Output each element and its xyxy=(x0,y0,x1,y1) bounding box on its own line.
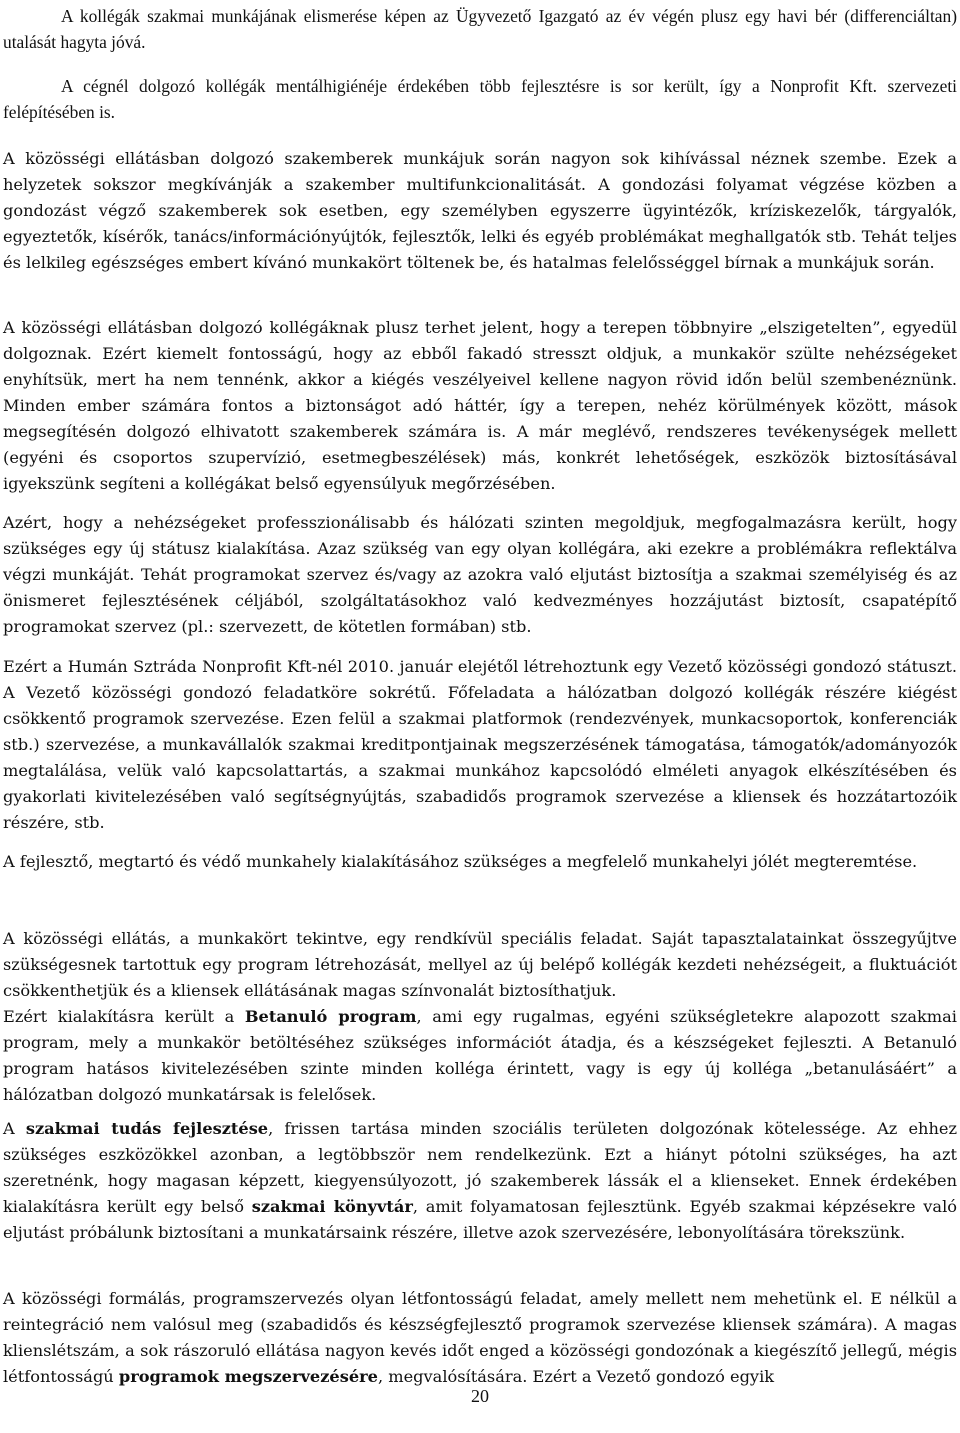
bold-term: szakmai tudás fejlesztése xyxy=(25,1119,269,1138)
paragraph-isolation xyxy=(3,315,957,497)
paragraph-special-task xyxy=(3,926,957,1004)
paragraph-new-status xyxy=(3,510,957,640)
paragraph-text: A kollégák szakmai munkájának elismerése képen az Ügyvezető Igazgató az év végén plusz egy havi bér (differenciáltan) utalását hagyta jóvá. xyxy=(3,6,957,52)
paragraph-text: A közösségi ellátásban dolgozó kollégáknak plusz terhet jelent, hogy a terepen többnyire „elszigetelten”, egyedül dolgoznak. Ezért kiemelt fontosságú, hogy az ebből fakadó stresszt oldjuk, a munkakör szülte nehézségeket enyhítsük, mert ha nem tennénk, akkor a kiégés veszélyeivel kellene nagyon rövid időn belül szembenéznünk. Minden ember számára fontos a biztonságot adó háttér, így a terepen, nehéz körülmények között, mások megsegítésén dolgozó elhivatott szakemberek számára is. A már meglévő, rendszeres tevékenységek mellett (egyéni és csoportos szupervízió, esetmegbeszélések) más, konkrét lehetőségek, eszközök biztosításával igyekszünk segíteni a kollégákat belső egyensúlyuk megőrzésében. xyxy=(3,318,957,493)
paragraph-lead-caregiver xyxy=(3,654,957,836)
paragraph-text: A közösségi ellátásban dolgozó szakemberek munkájuk során nagyon sok kihívással néznek szembe. Ezek a helyzetek sokszor megkívánják a szakember multifunkcionalitását. A gondozási folyamat végzése közben a gondozást végző szakemberek sok esetben, egy személyben egyszerre ügyintézők, kríziskezelők, tárgyalók, egyeztetők, kísérők, tanács/információnyújtók, fejlesztők, lelki és egyéb problémákat meghallgatók stb. Tehát teljes és lelkileg egészséges embert kívánó munkakört töltenek be, és hatalmas felelősséggel bírnak a munkájuk során. xyxy=(3,149,957,272)
paragraph-text: , megvalósítására. Ezért a Vezető gondozó egyik xyxy=(377,1367,775,1386)
paragraph-text: Ezért a Humán Sztráda Nonprofit Kft-nél 2010. január elejétől létrehoztunk egy Vezető közösségi gondozó státuszt. A Vezető közösségi gondozó feladatköre sokrétű. Főfeladata a hálózatban dolgozó kollégák részére kiégést csökkentő programok szervezése. Ezen felül a szakmai platformok (rendezvények, munkacsoportok, konferenciák stb.) szervezése, a munkavállalók szakmai kreditpontjainak megszerzésének támogatása, támogatók/adományozók megtalálása, velük való kapcsolattartás, a szakmai munkához kapcsolódó elméleti anyagok elkészítésében és gyakorlati kivitelezésében való segítségnyújtás, szabadidős programok szervezése a kliensek és hozzátartozóik részére, stb. xyxy=(3,657,957,832)
page-number: 20 xyxy=(471,1386,489,1406)
paragraph-text: Azért, hogy a nehézségeket professzionálisabb és hálózati szinten megoldjuk, megfogalmazásra került, hogy szükséges egy új státusz kialakítása. Azaz szükség van egy olyan kollégára, aki ezekre a problémákra reflektálva végzi munkáját. Tehát programokat szervez és/vagy az azokra való eljutást biztosítja a szakmai személyiség és az önismeret fejlesztésének céljából, szolgáltatásokhoz való kedvezményes hozzájutást biztosít, csapatépítő programokat szervez (pl.: szervezett, de kötetlen formában) stb. xyxy=(3,513,957,636)
paragraph-text: A cégnél dolgozó kollégák mentálhigiénéje érdekében több fejlesztésre is sor került, így a Nonprofit Kft. szervezeti felépítésében is. xyxy=(3,76,957,122)
paragraph-challenges xyxy=(3,146,957,276)
paragraph-text: , amit folyamatosan fejlesztünk. Egyéb szakmai képzésekre való eljutást próbálunk biztosítani a munkatársaink részére, illetve azok szervezésére, lebonyolítására törekszünk. xyxy=(3,1197,957,1242)
paragraph-training-program xyxy=(3,1004,957,1108)
paragraph-bonus xyxy=(3,3,957,55)
paragraph-community-programs xyxy=(3,1286,957,1390)
paragraph-text: Ezért kialakításra került a xyxy=(3,1007,245,1026)
paragraph-workplace-wellbeing xyxy=(3,849,957,875)
paragraph-text: A közösségi formálás, programszervezés olyan létfontosságú feladat, amely mellett nem mehetünk el. E nélkül a reintegráció nem valósul meg (szabadidős és készségfejlesztő programok szervezése kliensek számára). A magas klienslétszám, a sok rászoruló ellátása nagyon kevés időt enged a közösségi gondozónak a kiegészítő jellegű, mégis létfontosságú xyxy=(3,1289,957,1386)
paragraph-text: , frissen tartása minden szociális területen dolgozónak kötelessége. Az ehhez szükséges eszközökkel azonban, a legtöbbször nem rendelkezünk. Ezt a hiányt pótolni szükséges, ha azt szeretnénk, hogy magasan képzett, kiegyensúlyozott, jó szakemberek lássák el a klienseket. Ennek érdekében kialakításra került egy belső xyxy=(3,1119,957,1216)
paragraph-professional-knowledge xyxy=(3,1116,957,1246)
bold-term: programok megszervezésére xyxy=(118,1367,378,1386)
paragraph-mental-hygiene xyxy=(3,73,957,125)
bold-term: Betanuló program xyxy=(244,1007,417,1026)
paragraph-text: A xyxy=(3,1119,26,1138)
paragraph-text: , ami egy rugalmas, egyéni szükségletekre alapozott szakmai program, mely a munkakör betöltéséhez szükséges információt átadja, és a készségeket fejleszti. A Betanuló program hatásos kivitelezésében szinte minden kollégа érintett, vagy is egy új kolléga „betanulásáért” a hálózatban dolgozó munkatársak is felelősek. xyxy=(3,1007,957,1104)
paragraph-text: A fejlesztő, megtartó és védő munkahely kialakításához szükséges a megfelelő munkahelyi jólét megteremtése. xyxy=(3,852,918,871)
paragraph-text: A közösségi ellátás, a munkakört tekintve, egy rendkívül speciális feladat. Saját tapasztalatainkat összegyűjtve szükségesnek tartottuk egy program létrehozását, mellyel az új belépő kollégák kezdeti nehézségeit, a fluktuációt csökkenthetjük és a kliensek ellátásának magas színvonalát biztosíthatjuk. xyxy=(3,929,957,1000)
bold-term: szakmai könyvtár xyxy=(251,1197,413,1216)
